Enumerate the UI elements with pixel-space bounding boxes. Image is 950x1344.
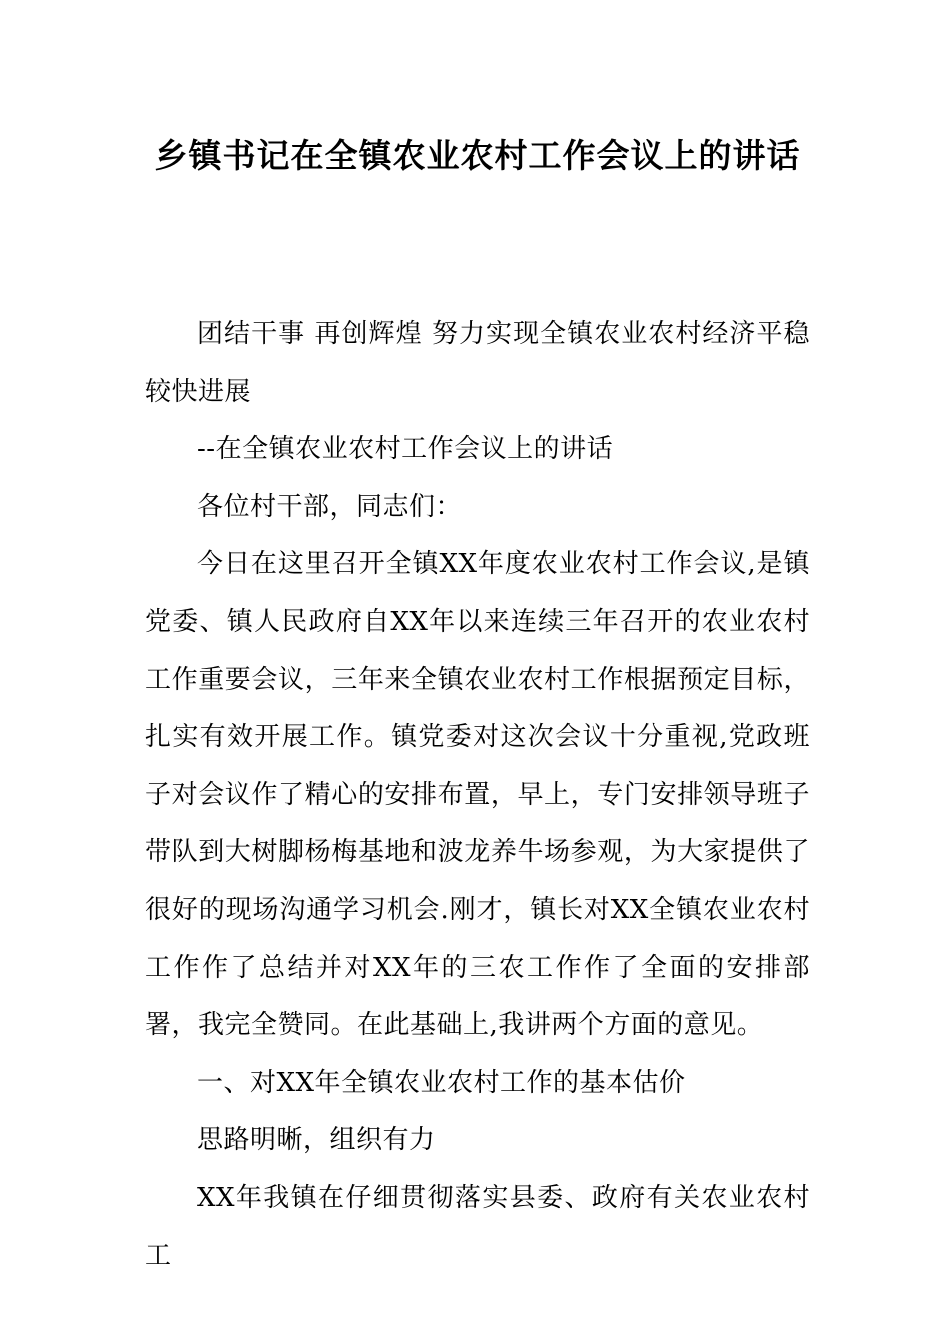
section-heading: 一、对XX年全镇农业农村工作的基本估价 — [197, 1067, 686, 1098]
subtitle-paragraph: 团结干事 再创辉煌 努力实现全镇农业农村经济平稳较快进展 — [145, 319, 810, 407]
speech-attribution: --在全镇农业农村工作会议上的讲话 — [197, 434, 614, 465]
document-body — [145, 306, 810, 1285]
subsection-heading: 思路明晰，组织有力 — [197, 1125, 436, 1156]
body-paragraph: 今日在这里召开全镇XX年度农业农村工作会议,是镇党委、镇人民政府自XX年以来连续三年召开的农业农村工作重要会议，三年来全镇农业农村工作根据预定目标，扎实有效开展工作。镇党委对这次会议十分重视,党政班子对会议作了精心的安排布置，早上，专门安排领导班子带队到大树脚杨梅基地和波龙养牛场参观，为大家提供了很好的现场沟通学习机会.刚才，镇长对XX全镇农业农村工作作了总结并对XX年的三农工作作了全面的安排部署，我完全赞同。在此基础上,我讲两个方面的意见。 — [145, 549, 810, 1041]
document-title: 乡镇书记在全镇农业农村工作会议上的讲话 — [154, 136, 801, 175]
body-paragraph: XX年我镇在仔细贯彻落实县委、政府有关农业农村工 — [145, 1182, 810, 1271]
salutation: 各位村干部，同志们： — [197, 491, 463, 522]
